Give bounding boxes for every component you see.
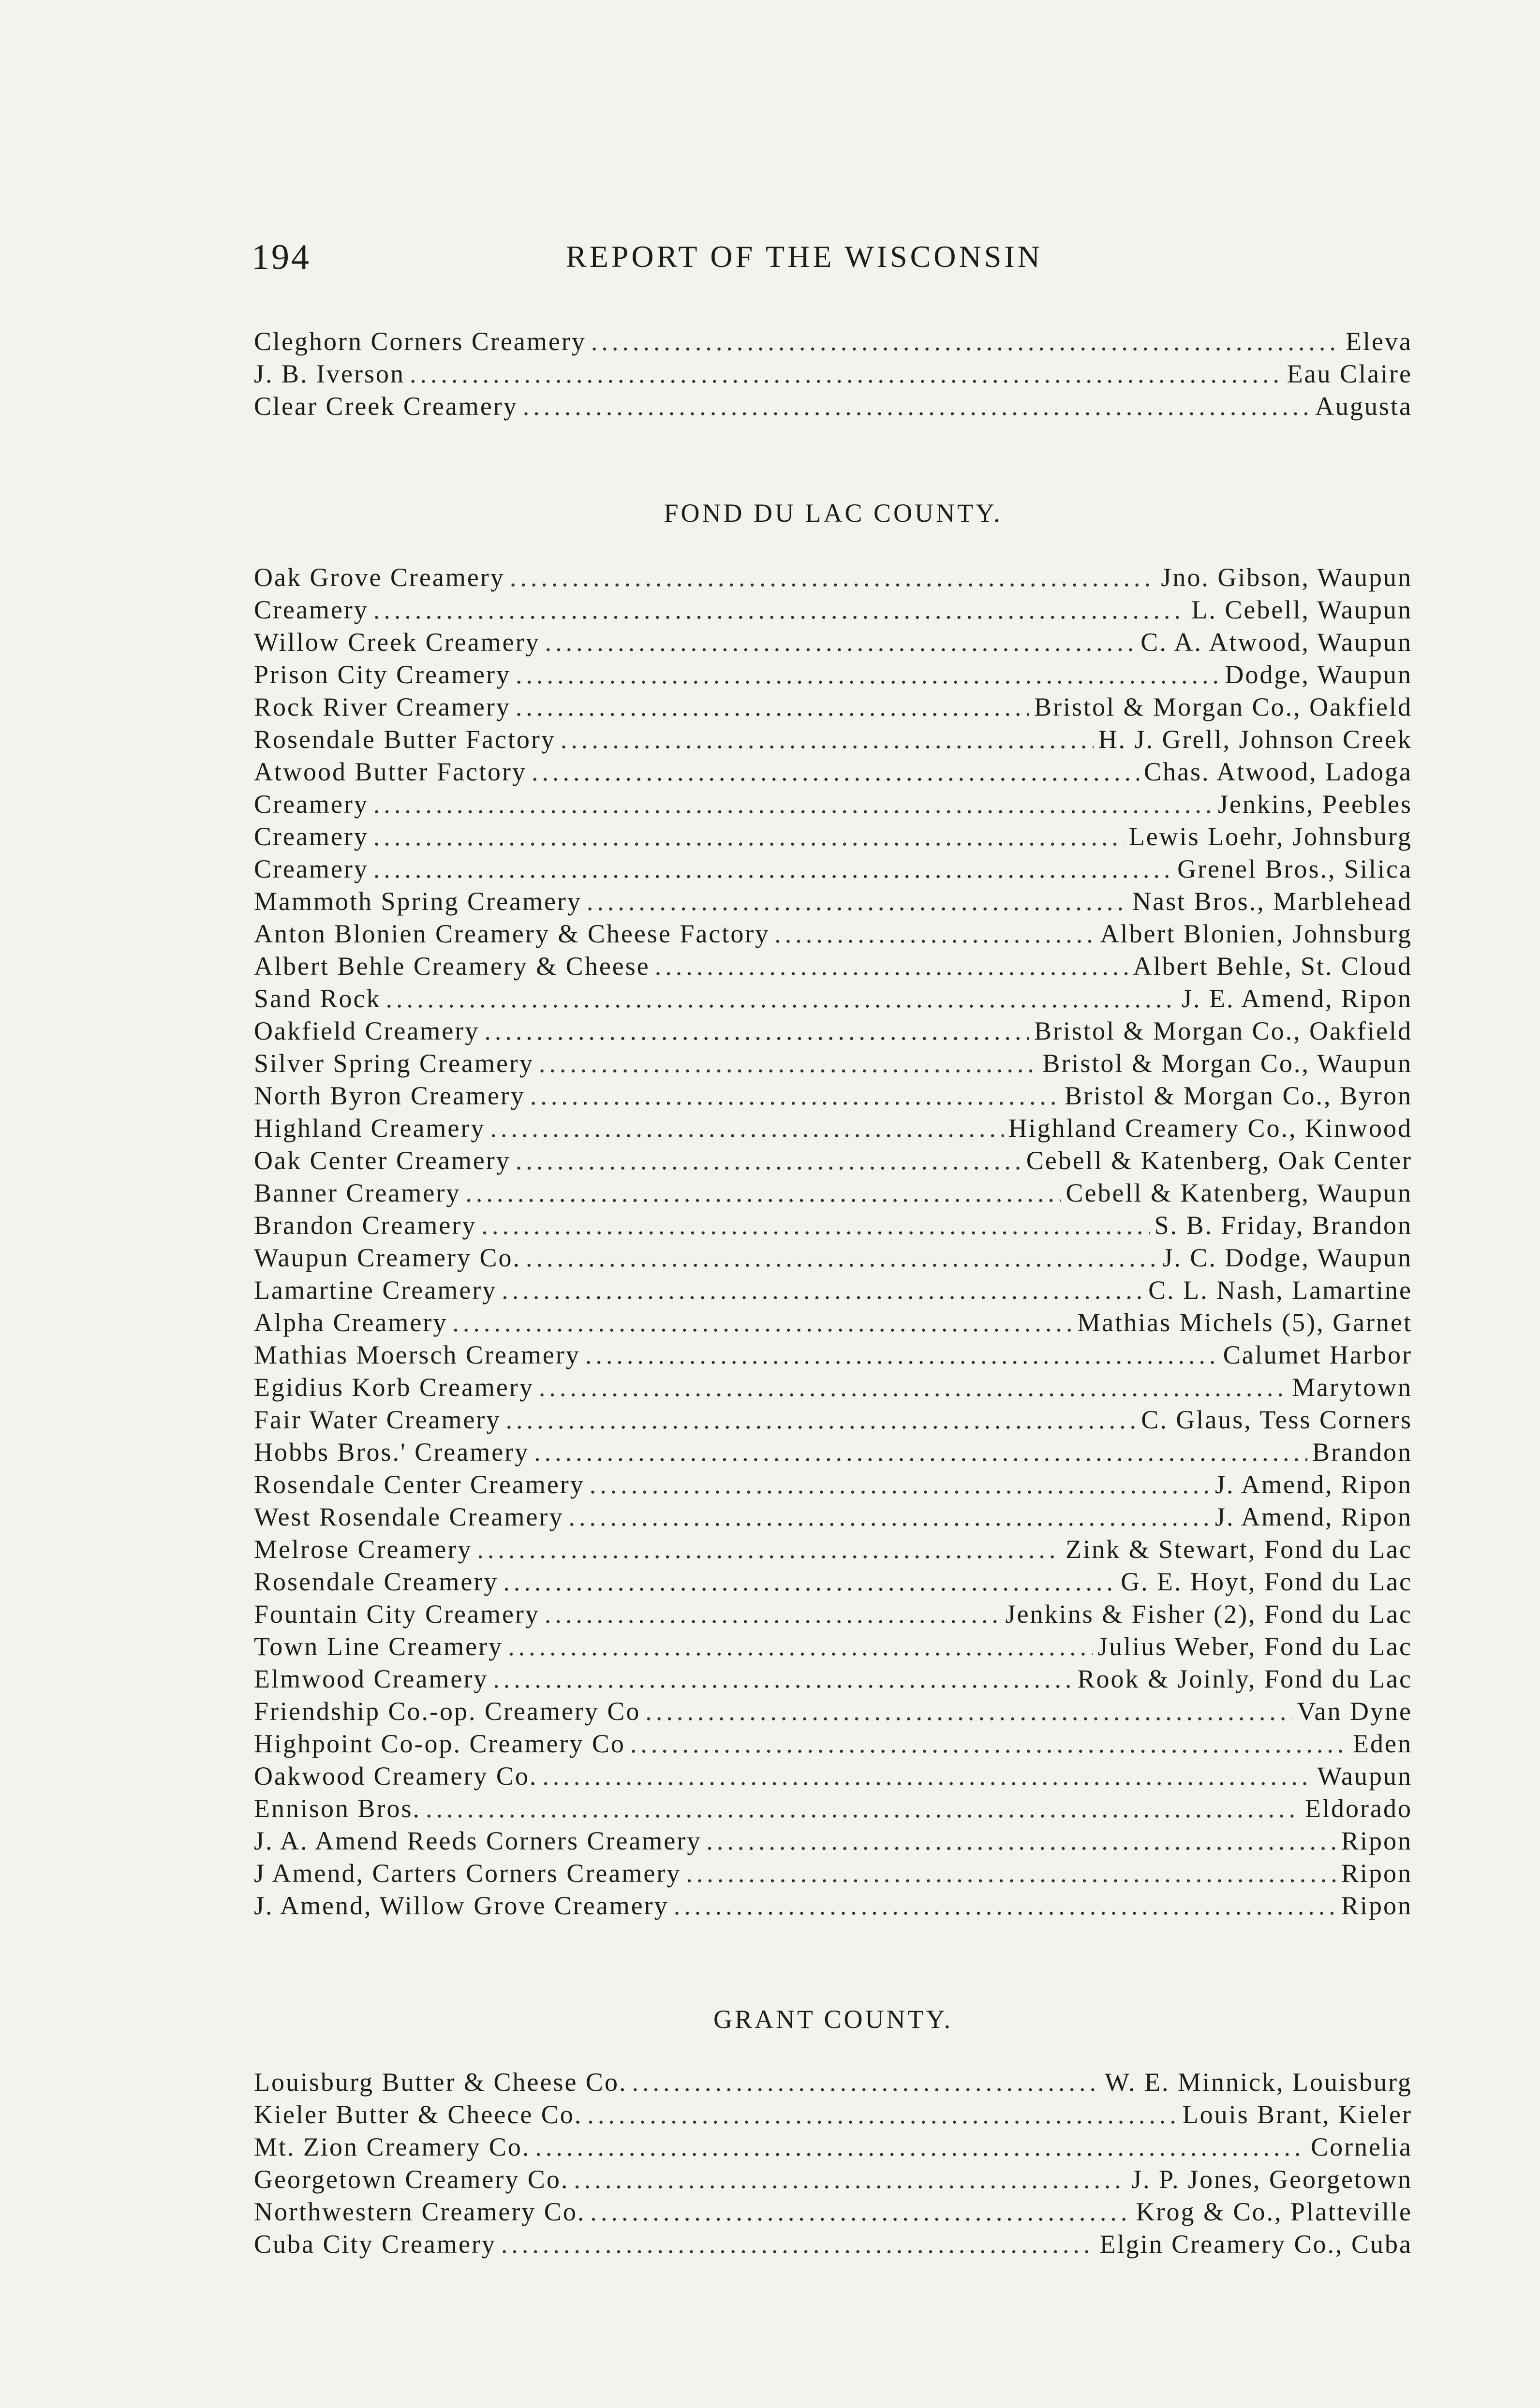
creamery-name: Oak Center Creamery [254,1146,511,1175]
entry-row [254,1113,1412,1145]
creamery-name: Willow Creek Creamery [254,628,540,657]
dot-leader [481,1210,1149,1240]
owner-location: Marytown [1292,1373,1412,1402]
creamery-name: Silver Spring Creamery [254,1049,534,1078]
dot-leader [373,595,1187,625]
owner-location: J. E. Amend, Ripon [1181,984,1412,1013]
entry-row [254,1016,1412,1048]
dot-leader [532,757,1139,787]
creamery-name: Town Line Creamery [254,1632,503,1661]
entry-row [254,1469,1412,1502]
entry-row [254,595,1412,627]
owner-location: Albert Blonien, Johnsburg [1100,919,1412,948]
dot-leader [490,1113,1003,1143]
creamery-name: West Rosendale Creamery [254,1502,564,1531]
entry-row [254,1891,1412,1923]
dot-leader [534,1437,1307,1467]
grant-entries-list [254,2067,1412,2261]
dot-leader [674,1891,1336,1921]
creamery-name: Creamery [254,790,369,819]
dot-leader [545,627,1136,657]
creamery-name: Ennison Bros. [254,1794,421,1823]
entry-row [254,1437,1412,1469]
owner-location: L. Cebell, Waupun [1191,595,1412,624]
dot-leader [774,919,1095,949]
dot-leader [539,1048,1037,1078]
entry-row [254,1826,1412,1858]
dot-leader [655,951,1128,981]
dot-leader [373,822,1124,852]
creamery-name: Friendship Co.-op. Creamery Co [254,1697,641,1726]
creamery-name: Banner Creamery [254,1178,461,1207]
creamery-name: Oakfield Creamery [254,1016,480,1045]
dot-leader [535,2132,1306,2162]
dot-leader [591,326,1341,356]
owner-location: Cornelia [1311,2132,1412,2161]
owner-location: Nast Bros., Marblehead [1132,887,1412,916]
entry-row [254,854,1412,886]
creamery-name: Brandon Creamery [254,1211,477,1240]
creamery-name: Mammoth Spring Creamery [254,887,582,916]
owner-location: C. A. Atwood, Waupun [1140,628,1412,657]
dot-leader [493,1664,1072,1694]
creamery-name: Cuba City Creamery [254,2230,496,2259]
creamery-name: Fountain City Creamery [254,1600,540,1629]
dot-leader [516,660,1220,690]
entry-row [254,627,1412,660]
dot-leader [373,789,1213,819]
dot-leader [587,886,1127,916]
owner-location: Ripon [1341,1826,1412,1855]
entry-row [254,1534,1412,1567]
owner-location: Bristol & Morgan Co., Oakfield [1034,1016,1412,1045]
entry-row [254,1761,1412,1793]
dot-leader [568,1502,1210,1532]
owner-location: J. Amend, Ripon [1214,1502,1412,1531]
owner-location: Eden [1353,1729,1412,1758]
owner-location: H. J. Grell, Johnson Creek [1098,725,1412,754]
dot-leader [410,359,1282,389]
dot-leader [465,1178,1061,1208]
dot-leader [590,2197,1131,2227]
owner-location: Brandon [1312,1438,1412,1467]
owner-location: Lewis Loehr, Johnsburg [1128,822,1412,851]
owner-location: Julius Weber, Fond du Lac [1097,1632,1412,1661]
owner-location: G. E. Hoyt, Fond du Lac [1121,1567,1412,1596]
dot-leader [373,854,1172,884]
entry-row [254,1243,1412,1275]
dot-leader [501,2229,1095,2259]
owner-location: Jenkins & Fisher (2), Fond du Lac [1005,1600,1412,1629]
creamery-name: Rock River Creamery [254,692,511,721]
owner-location: Bristol & Morgan Co., Byron [1064,1081,1412,1110]
creamery-name: Prison City Creamery [254,660,511,689]
entry-row [254,2197,1412,2229]
entry-row [254,2164,1412,2197]
entry-row [254,1340,1412,1372]
entry-row [254,2229,1412,2261]
owner-location: Dodge, Waupun [1225,660,1412,689]
owner-location: Chas. Atwood, Ladoga [1144,757,1412,786]
dot-leader [510,562,1156,592]
creamery-name: Melrose Creamery [254,1535,473,1564]
dot-leader [477,1534,1061,1564]
creamery-name: Oak Grove Creamery [254,563,505,592]
dot-leader [426,1793,1300,1823]
creamery-name: Creamery [254,822,369,851]
owner-location: C. L. Nash, Lamartine [1148,1276,1412,1305]
owner-location: C. Glaus, Tess Corners [1141,1405,1412,1434]
entry-row [254,1178,1412,1210]
creamery-name: Hobbs Bros.' Creamery [254,1438,530,1467]
owner-location: Cebell & Katenberg, Waupun [1066,1178,1412,1207]
owner-location: Cebell & Katenberg, Oak Center [1026,1146,1412,1175]
owner-location: Eleva [1346,327,1412,356]
owner-location: Eldorado [1305,1794,1412,1823]
entry-row [254,1631,1412,1664]
owner-location: Augusta [1315,392,1412,421]
creamery-name: Rosendale Butter Factory [254,725,556,754]
entry-row [254,326,1412,359]
dot-leader [530,1081,1060,1111]
dot-leader [574,2164,1126,2194]
owner-location: Ripon [1341,1891,1412,1920]
dot-leader [545,1599,1001,1629]
owner-location: Bristol & Morgan Co., Waupun [1042,1049,1412,1078]
owner-location: Elgin Creamery Co., Cuba [1099,2230,1412,2259]
dot-leader [523,391,1310,421]
owner-location: Rook & Joinly, Fond du Lac [1077,1664,1412,1693]
dot-leader [590,1469,1210,1499]
creamery-name: Georgetown Creamery Co. [254,2165,569,2194]
owner-location: J. P. Jones, Georgetown [1131,2165,1412,2194]
running-head: REPORT OF THE WISCONSIN [566,239,1043,274]
owner-location: Bristol & Morgan Co., Oakfield [1034,692,1412,721]
creamery-name: Lamartine Creamery [254,1276,497,1305]
entry-row [254,757,1412,789]
dot-leader [505,1405,1136,1435]
owner-location: Albert Behle, St. Cloud [1133,952,1412,981]
entry-row [254,1793,1412,1826]
dot-leader [632,2067,1100,2097]
creamery-name: Highland Creamery [254,1114,486,1143]
entry-row [254,2100,1412,2132]
entry-row [254,1210,1412,1243]
dot-leader [484,1016,1029,1046]
creamery-name: Atwood Butter Factory [254,757,527,786]
owner-location: Jno. Gibson, Waupun [1161,563,1412,592]
entry-row [254,1502,1412,1534]
creamery-name: Albert Behle Creamery & Cheese [254,952,650,981]
creamery-name: Fair Water Creamery [254,1405,501,1434]
entry-row [254,789,1412,822]
entry-row [254,886,1412,919]
creamery-name: Cleghorn Corners Creamery [254,327,586,356]
entry-row [254,692,1412,724]
creamery-name: Kieler Butter & Cheece Co. [254,2100,583,2129]
creamery-name: Northwestern Creamery Co. [254,2197,586,2226]
creamery-name: Rosendale Creamery [254,1567,499,1596]
owner-location: S. B. Friday, Brandon [1154,1211,1412,1240]
owner-location: Highland Creamery Co., Kinwood [1008,1114,1412,1143]
page-number: 194 [252,237,311,277]
dot-leader [686,1858,1336,1888]
creamery-name: Rosendale Center Creamery [254,1470,585,1499]
entry-row [254,724,1412,757]
entry-row [254,951,1412,984]
owner-location: J. C. Dodge, Waupun [1162,1243,1412,1272]
creamery-name: Highpoint Co-op. Creamery Co [254,1729,625,1758]
entry-row [254,1145,1412,1178]
dot-leader [516,1145,1022,1175]
dot-leader [516,692,1029,722]
entry-row [254,1858,1412,1891]
owner-location: Mathias Michels (5), Garnet [1077,1308,1412,1337]
dot-leader [587,2100,1177,2129]
creamery-name: Mt. Zion Creamery Co. [254,2132,531,2161]
dot-leader [502,1275,1143,1305]
dot-leader [503,1567,1116,1597]
owner-location: Jenkins, Peebles [1218,790,1412,819]
entry-row [254,822,1412,854]
entry-row [254,391,1412,424]
dot-leader [539,1372,1287,1402]
dot-leader [645,1696,1292,1726]
dot-leader [706,1826,1336,1856]
creamery-name: J. A. Amend Reeds Corners Creamery [254,1826,702,1855]
dot-leader [542,1761,1312,1791]
entry-row [254,1729,1412,1761]
owner-location: Zink & Stewart, Fond du Lac [1066,1535,1412,1564]
owner-location: Louis Brant, Kieler [1182,2100,1412,2129]
owner-location: Van Dyne [1297,1697,1412,1726]
entry-row [254,2067,1412,2100]
fond-du-lac-county-title: FOND DU LAC COUNTY. [664,499,1003,528]
dot-leader [508,1631,1093,1661]
entry-row [254,1664,1412,1696]
creamery-name: J. B. Iverson [254,359,405,388]
creamery-name: J. Amend, Willow Grove Creamery [254,1891,669,1920]
entry-row [254,984,1412,1016]
dot-leader [630,1729,1348,1759]
owner-location: Eau Claire [1287,359,1412,388]
dot-leader [585,1340,1218,1370]
creamery-name: Alpha Creamery [254,1308,448,1337]
creamery-name: Elmwood Creamery [254,1664,489,1693]
creamery-name: Creamery [254,854,369,883]
owner-location: Krog & Co., Platteville [1136,2197,1412,2226]
entry-row [254,359,1412,391]
entry-row [254,1307,1412,1340]
creamery-name: North Byron Creamery [254,1081,525,1110]
creamery-name: Egidius Korb Creamery [254,1373,534,1402]
entry-row [254,2132,1412,2164]
creamery-name: Sand Rock [254,984,381,1013]
creamery-name: Waupun Creamery Co. [254,1243,521,1272]
entry-row [254,919,1412,951]
owner-location: W. E. Minnick, Louisburg [1105,2068,1412,2097]
entry-row [254,1372,1412,1405]
owner-location: J. Amend, Ripon [1214,1470,1412,1499]
top-entries-list [254,326,1412,424]
entry-row [254,562,1412,595]
creamery-name: Mathias Moersch Creamery [254,1340,580,1369]
creamery-name: Louisburg Butter & Cheese Co. [254,2068,627,2097]
creamery-name: Oakwood Creamery Co. [254,1762,538,1791]
dot-leader [526,1243,1157,1273]
dot-leader [386,984,1177,1013]
fond-du-lac-entries-list [254,562,1412,1923]
entry-row [254,660,1412,692]
entry-row [254,1567,1412,1599]
dot-leader [452,1307,1072,1337]
entry-row [254,1275,1412,1307]
grant-county-title: GRANT COUNTY. [713,2005,953,2034]
page-header [252,237,1422,280]
entry-row [254,1696,1412,1729]
creamery-name: Clear Creek Creamery [254,392,518,421]
owner-location: Calumet Harbor [1223,1340,1412,1369]
entry-row [254,1405,1412,1437]
entry-row [254,1048,1412,1081]
creamery-name: Creamery [254,595,369,624]
entry-row [254,1081,1412,1113]
creamery-name: Anton Blonien Creamery & Cheese Factory [254,919,770,948]
entry-row [254,1599,1412,1631]
owner-location: Waupun [1317,1762,1412,1791]
owner-location: Grenel Bros., Silica [1177,854,1412,883]
dot-leader [561,724,1094,754]
creamery-name: J Amend, Carters Corners Creamery [254,1859,681,1888]
owner-location: Ripon [1341,1859,1412,1888]
